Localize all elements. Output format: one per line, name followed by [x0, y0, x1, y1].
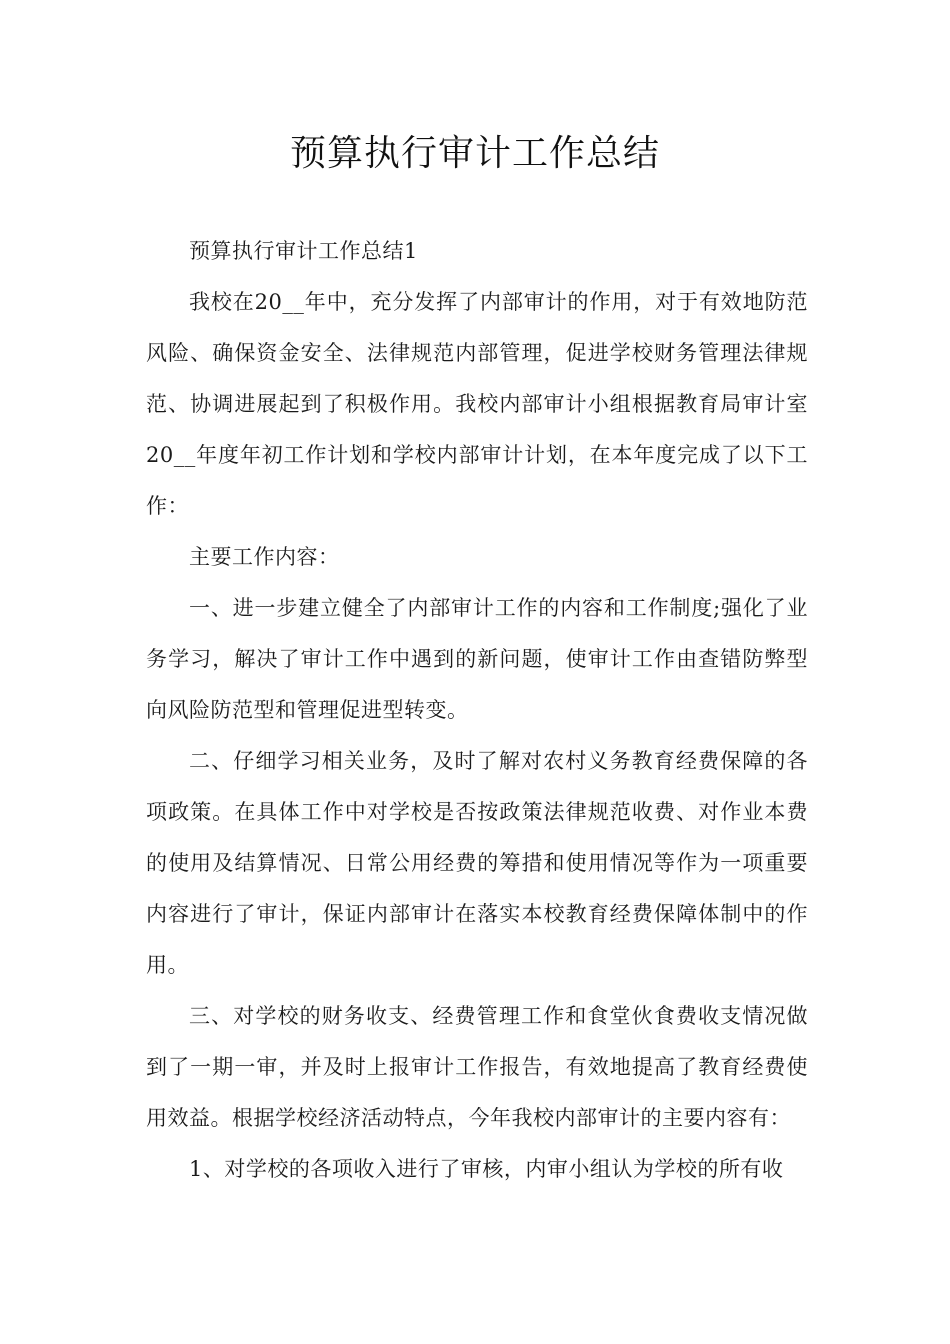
subtitle-paragraph: 预算执行审计工作总结1 — [189, 239, 418, 263]
item-three-paragraph: 三、对学校的财务收支、经费管理工作和食堂伙食费收支情况做到了一期一审，并及时上报审计工作报告，有效地提高了教育经费使用效益。根据学校经济活动特点，今年我校内部审计的主要内容有： — [146, 1004, 808, 1130]
item-one-paragraph: 一、进一步建立健全了内部审计工作的内容和工作制度;强化了业务学习，解决了审计工作中遇到的新问题，使审计工作由查错防弊型向风险防范型和管理促进型转变。 — [146, 596, 808, 722]
intro-paragraph: 我校在20__年中，充分发挥了内部审计的作用，对于有效地防范风险、确保资金安全、法律规范内部管理，促进学校财务管理法律规范、协调进展起到了积极作用。我校内部审计小组根据教育局审计室20__年度年初工作计划和学校内部审计计划，在本年度完成了以下工作： — [146, 290, 808, 518]
item-two-paragraph: 二、仔细学习相关业务，及时了解对农村义务教育经费保障的各项政策。在具体工作中对学校是否按政策法律规范收费、对作业本费的使用及结算情况、日常公用经费的筹措和使用情况等作为一项重要内容进行了审计，保证内部审计在落实本校教育经费保障体制中的作用。 — [146, 749, 808, 977]
document-title: 预算执行审计工作总结 — [289, 133, 660, 174]
document-body — [146, 226, 808, 1195]
section-heading-paragraph: 主要工作内容： — [189, 545, 340, 569]
sub-item-one-paragraph: 1、对学校的各项收入进行了审核，内审小组认为学校的所有收 — [189, 1157, 784, 1181]
